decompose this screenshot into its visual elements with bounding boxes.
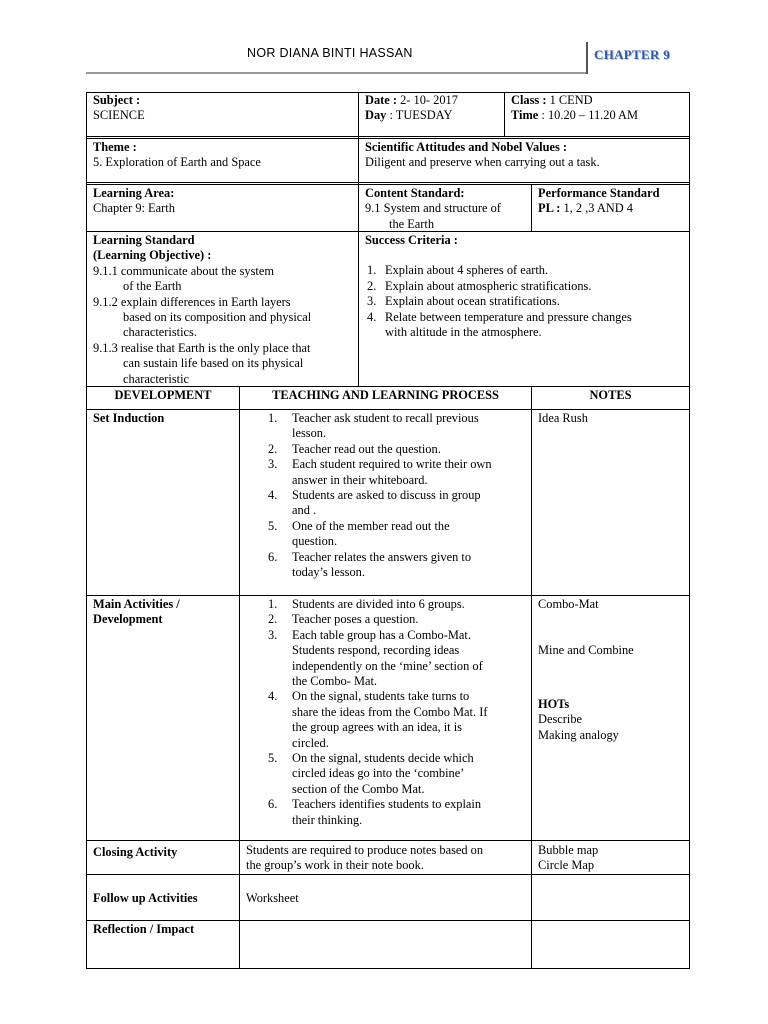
theme-value: 5. Exploration of Earth and Space [93, 155, 261, 170]
pl-label: PL : [538, 201, 561, 216]
list-item: 1. Explain about 4 spheres of earth. [367, 263, 549, 278]
values-label: Scientific Attitudes and Nobel Values : [365, 140, 568, 154]
objective-item: 9.1.1 communicate about the system of the Earth [93, 263, 275, 294]
note-describe: Describe [538, 712, 583, 727]
set-induction-note: Idea Rush [538, 411, 588, 425]
list-item: 4. On the signal, students take turns to share the ideas from the Combo Mat. If the group agrees with an idea, it is circled. [268, 689, 488, 750]
performance-standard-label: Performance Standard [538, 186, 660, 200]
notes-header: NOTES [589, 388, 632, 402]
chapter-label: CHAPTER 9 [594, 47, 671, 62]
class-label: Class : [511, 93, 547, 107]
learning-objective-label: (Learning Objective) : [93, 248, 212, 263]
process-header: TEACHING AND LEARNING PROCESS [272, 388, 499, 402]
follow-up-value: Worksheet [246, 891, 299, 905]
day-label: Day [365, 108, 387, 123]
performance-standard-cell [532, 186, 689, 217]
values-cell [359, 140, 689, 171]
list-item: 1. Teacher ask student to recall previous lesson. [268, 411, 479, 441]
learning-standard-cell [87, 233, 357, 387]
learning-area-cell [87, 186, 357, 217]
list-item: 6. Teacher relates the answers given to today’s lesson. [268, 549, 472, 580]
class-cell [505, 93, 689, 124]
list-item: 5. On the signal, students decide which circled ideas go into the ‘combine’ section of the Combo Mat. [268, 751, 474, 796]
objective-item: 9.1.2 explain differences in Earth layers based on its composition and physical characteristics. [93, 294, 312, 340]
list-item: 2. Teacher read out the question. [268, 441, 441, 456]
closing-activity-notes: Bubble map Circle Map [538, 843, 599, 873]
closing-activity-label: Closing Activity [93, 845, 178, 859]
learning-area-value: Chapter 9: Earth [93, 201, 175, 216]
time-value: : 10.20 – 11.20 AM [538, 108, 639, 123]
date-cell [359, 93, 504, 124]
note-combo-mat: Combo-Mat [538, 597, 599, 611]
list-item: 3. Each student required to write their own answer in their whiteboard. [268, 457, 492, 487]
learning-area-label: Learning Area: [93, 186, 175, 200]
set-induction-label: Set Induction [93, 411, 165, 425]
content-standard-cell [359, 186, 531, 232]
follow-up-label: Follow up Activities [93, 891, 198, 905]
set-induction-process [240, 411, 531, 580]
list-item: 1. Students are divided into 6 groups. [268, 597, 465, 611]
subject-label: Subject : [93, 93, 141, 107]
list-item: 5. One of the member read out the question. [268, 518, 450, 549]
header-rule [86, 72, 586, 74]
success-criteria-label: Success Criteria : [365, 233, 458, 247]
subject-value: SCIENCE [93, 108, 145, 123]
content-standard-line1: 9.1 System and structure of [365, 201, 501, 216]
subject-cell [87, 93, 357, 124]
teacher-name: NOR DIANA BINTI HASSAN [247, 46, 413, 60]
note-mine-combine: Mine and Combine [538, 643, 634, 658]
values-value: Diligent and preserve when carrying out a task. [365, 155, 600, 170]
day-value: : TUESDAY [386, 108, 453, 123]
learning-standard-label: Learning Standard [93, 233, 195, 247]
main-activities-notes [532, 597, 689, 743]
list-item: 4. Relate between temperature and pressure changes with altitude in the atmosphere. [367, 309, 632, 340]
success-criteria-cell [359, 233, 689, 340]
success-criteria-list [365, 263, 683, 340]
list-item: 4. Students are asked to discuss in group and . [268, 488, 481, 518]
pl-value: 1, 2 ,3 AND 4 [560, 201, 634, 216]
note-hots: HOTs [538, 696, 570, 711]
note-analogy: Making analogy [538, 727, 619, 742]
content-standard-label: Content Standard: [365, 186, 465, 200]
class-value: 1 CEND [546, 93, 593, 107]
objective-item: 9.1.3 realise that Earth is the only place that can sustain life based on its physical characteristic [93, 340, 311, 386]
date-value: 2- 10- 2017 [397, 93, 458, 107]
list-item: 3. Each table group has a Combo-Mat. Students respond, recording ideas independently on the ‘mine’ section of the Combo- Mat. [268, 627, 483, 689]
content-standard-line2: the Earth [389, 216, 435, 231]
closing-activity-process: Students are required to produce notes based on the group’s work in their note book. [246, 843, 484, 873]
list-item: 2. Teacher poses a question. [268, 612, 419, 627]
time-label: Time [511, 108, 539, 123]
main-activities-process [240, 597, 531, 828]
main-activities-label: Main Activities / Development [93, 597, 180, 627]
reflection-label: Reflection / Impact [93, 922, 195, 936]
theme-cell [87, 140, 357, 171]
list-item: 2. Explain about atmospheric stratifications. [367, 278, 592, 293]
theme-label: Theme : [93, 140, 137, 154]
header-divider [586, 42, 588, 74]
list-item: 6. Teachers identifies students to explain their thinking. [268, 797, 482, 827]
list-item: 3. Explain about ocean stratifications. [367, 294, 560, 309]
date-label: Date : [365, 93, 397, 107]
development-header: DEVELOPMENT [114, 388, 212, 402]
